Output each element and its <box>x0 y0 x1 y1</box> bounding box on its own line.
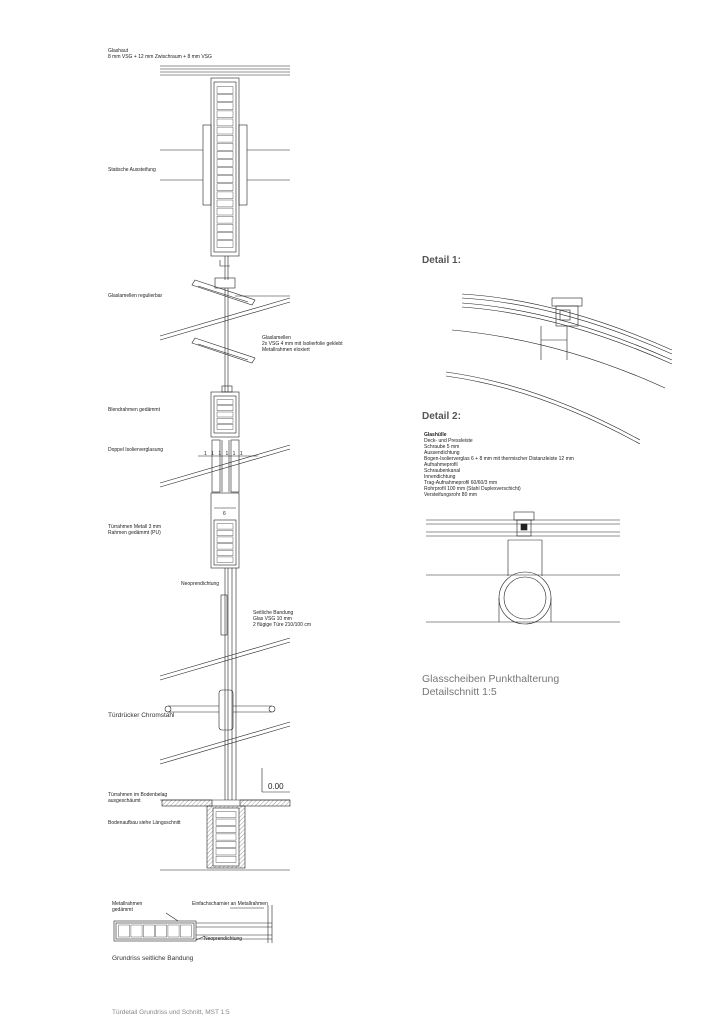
label-static-stiffener: Statische Aussteifung <box>108 167 156 173</box>
insulation-cell <box>217 119 233 126</box>
label-glashaut <box>108 48 212 60</box>
label-line: Glashaut <box>108 48 129 54</box>
label-line: ausgeschäumt <box>108 798 141 804</box>
label-neoprene-seal: Neoprendichtung <box>181 581 220 587</box>
legend-item: Versteifungsrohr 80 mm <box>424 492 478 498</box>
label-glass-louvres-adjustable: Glaslamellen regulierbar <box>108 293 163 299</box>
main-title-line1: Glasscheiben Punkthalterung <box>422 673 560 685</box>
insulation-cell <box>217 87 233 94</box>
glass-louvre-lower <box>192 310 255 392</box>
static-stiffener <box>160 125 290 205</box>
insulation-cell <box>217 111 233 118</box>
insulation-cell <box>217 406 233 411</box>
glass-louvre-upper <box>192 278 290 310</box>
insulation-cell <box>217 557 233 562</box>
main-title-line2: Detailschnitt 1:5 <box>422 686 497 698</box>
insulation-cells-top <box>217 87 233 248</box>
detail2-legend <box>424 432 574 498</box>
label-door-frame-floor <box>108 792 167 804</box>
insulation-cell <box>217 192 233 199</box>
detail2-drawing <box>426 512 620 624</box>
label-glass-louvres-detail <box>262 335 343 353</box>
detail2-heading: Detail 2: <box>422 411 461 422</box>
detail1-heading: Detail 1: <box>422 255 461 266</box>
top-glazing <box>160 66 290 75</box>
insulation-cell <box>217 143 233 150</box>
label-door-handle: Türdrücker Chromstahl <box>108 712 175 719</box>
insulation-cell <box>119 925 130 937</box>
double-glazing <box>160 440 290 492</box>
insulation-cell <box>217 176 233 183</box>
label-double-glazing: Doppel Isolierverglasung <box>108 447 164 453</box>
label-plan-neoprene: Neoprendichtung <box>204 936 243 942</box>
detail1-drawing <box>446 294 672 444</box>
label-door-frame <box>108 524 161 536</box>
dimension-ones <box>204 451 243 457</box>
insulation-cells-blend <box>217 400 233 430</box>
dimension-ones-row: 1 1 1 1 1 1 <box>204 451 243 457</box>
legend-item: Innendichtung <box>424 474 456 480</box>
insulation-cell <box>217 232 233 239</box>
insulation-cell <box>217 412 233 417</box>
insulation-cell <box>217 160 233 167</box>
label-line: 8 mm VSG + 12 mm Zwischraum + 8 mm VSG <box>108 54 212 60</box>
insulation-cell <box>143 925 154 937</box>
label-line: Metallrahmen eloxiert <box>262 347 310 353</box>
label-line: 2 flügige Türe 210/100 cm <box>253 622 312 628</box>
label-blend-frame: Blendrahmen gedämmt <box>108 407 160 413</box>
label-line: gedämmt <box>112 907 133 913</box>
legend-item: Rohrprofil 100 mm (Stahl Duplexverschicht) <box>424 486 521 492</box>
plan-title: Grundriss seitliche Bandung <box>112 955 194 962</box>
insulation-cell <box>180 925 191 937</box>
insulation-cell <box>217 524 233 529</box>
legend-item: Glashülle <box>424 432 447 438</box>
label-line: Metallrahmen <box>112 901 143 907</box>
legend-item: Aufnahmeprofil <box>424 462 458 468</box>
insulation-cell <box>156 925 167 937</box>
label-hinge: Einfachscharnier an Metallrahmen <box>192 901 268 907</box>
insulation-cells-door <box>217 524 233 563</box>
insulation-cell <box>217 151 233 158</box>
legend-item: Schraube 5 mm <box>424 444 460 450</box>
label-line: Seitliche Bandung <box>253 610 294 616</box>
label-floor-build-up: Bodenaufbau siehe Längsschnitt <box>108 820 181 826</box>
insulation-cell <box>217 424 233 429</box>
insulation-cell <box>217 400 233 405</box>
insulation-cell <box>217 95 233 102</box>
main-title <box>422 673 559 699</box>
label-line: Glaslamellen <box>262 335 291 341</box>
insulation-cell <box>217 241 233 248</box>
insulation-cell <box>217 224 233 231</box>
main-vertical-frame <box>211 78 239 280</box>
legend-item: Schraubenkanal <box>424 468 461 474</box>
insulation-cell <box>217 418 233 423</box>
level-marker: 0.00 <box>268 782 284 791</box>
footer-caption: Türdetail Grundriss und Schnitt, MST 1:5 <box>112 1009 230 1016</box>
insulation-cell <box>168 925 179 937</box>
legend-item: Aussendichtung <box>424 450 460 456</box>
insulation-cell <box>217 135 233 142</box>
insulation-cell <box>217 184 233 191</box>
insulation-cell <box>131 925 142 937</box>
legend-item: Deck- und Pressleiste <box>424 438 473 444</box>
label-line: Rahmen gedämmt (PU) <box>108 530 161 536</box>
insulation-cell <box>217 127 233 134</box>
legend-item: Trag-Aufnahmeprofil 60/60/3 mm <box>424 480 498 486</box>
insulation-cell <box>217 550 233 555</box>
label-metal-frame <box>112 901 142 913</box>
label-line: Türrahmen im Bodenbelag <box>108 792 168 798</box>
insulation-cell <box>217 168 233 175</box>
dimension-six: 6 <box>223 511 226 517</box>
insulation-cell <box>217 537 233 542</box>
label-side-panel <box>253 610 311 628</box>
insulation-cells-plan <box>119 925 192 937</box>
insulation-cell <box>217 103 233 110</box>
insulation-cell <box>217 530 233 535</box>
insulation-cell <box>217 216 233 223</box>
label-line: Glas VSG 10 mm <box>253 616 292 622</box>
label-line: 2x VSG 4 mm mit Isolierfolie geklebt <box>262 341 343 347</box>
legend-item: Bogen-Isolierverglas 6 + 8 mm mit thermischer Distanzleiste 12 mm <box>424 456 574 462</box>
door-frame <box>211 493 239 800</box>
insulation-cell <box>217 208 233 215</box>
insulation-cell <box>217 200 233 207</box>
insulation-cell <box>217 544 233 549</box>
label-line: Türrahmen Metall 3 mm <box>108 524 162 530</box>
